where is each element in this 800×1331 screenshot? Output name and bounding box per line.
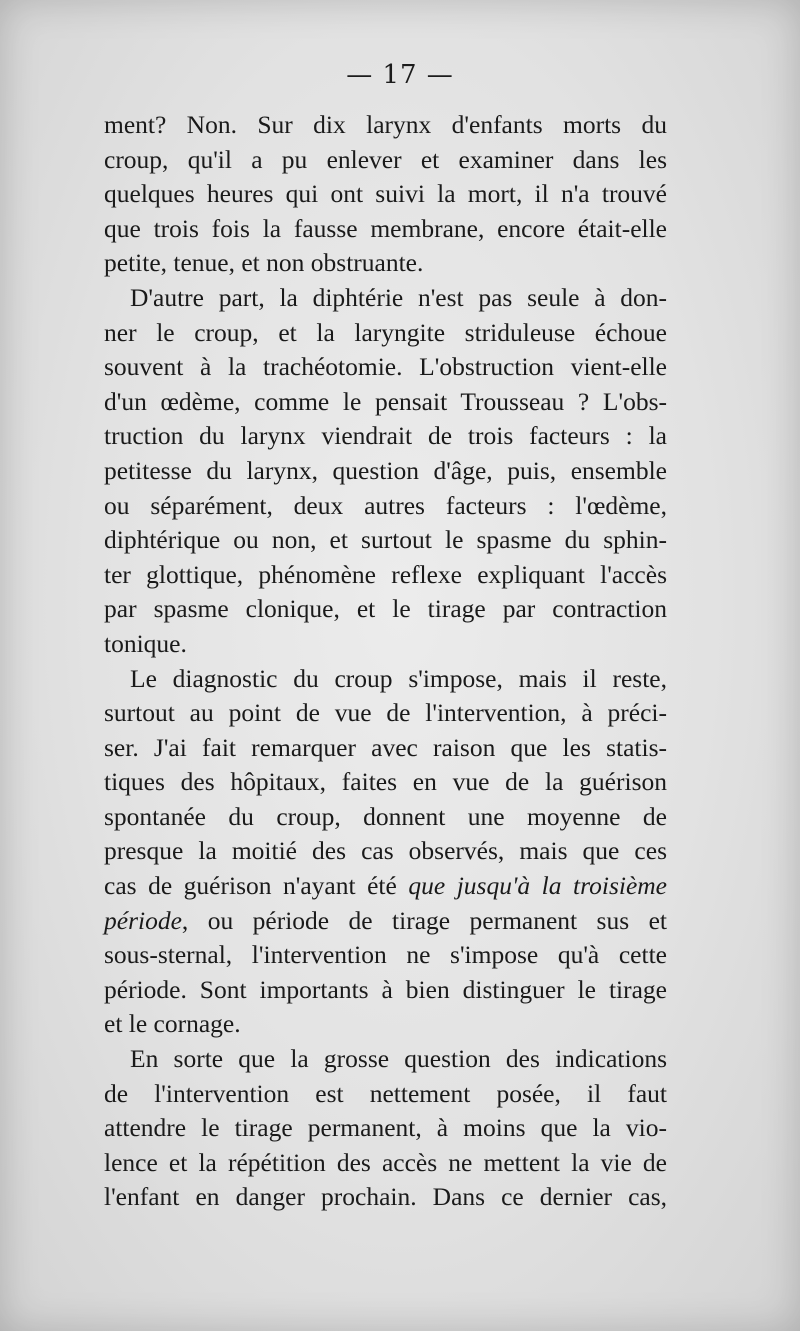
text-line <box>104 904 667 939</box>
italic-text: que jusqu'à la troisième <box>408 871 668 901</box>
text-line: d'un œdème, comme le pensait Trousseau ? L'obs- <box>104 386 667 416</box>
text-line: D'autre part, la diphtérie n'est pas seule à don- <box>130 282 667 312</box>
text-line: petite, tenue, et non obstruante. <box>104 248 424 278</box>
text-segment: cas de guérison n'ayant été <box>104 871 409 901</box>
italic-text: période <box>104 905 182 935</box>
text-line: tonique. <box>104 628 187 658</box>
text-line: truction du larynx viendrait de trois facteurs : la <box>104 421 667 451</box>
text-line: ou séparément, deux autres facteurs : l'œdème, <box>104 490 667 520</box>
text-line: et le cornage. <box>104 1009 241 1039</box>
text-line: tiques des hôpitaux, faites en vue de la guérison <box>104 767 667 797</box>
text-line: Le diagnostic du croup s'impose, mais il reste, <box>130 663 667 693</box>
text-line: presque la moitié des cas observés, mais que ces <box>104 836 667 866</box>
body-text <box>104 108 667 1215</box>
text-line: En sorte que la grosse question des indications <box>130 1044 667 1074</box>
paragraph-4 <box>104 1042 667 1215</box>
page-number: — 17 — <box>346 60 454 90</box>
text-line: quelques heures qui ont suivi la mort, il n'a trouvé <box>104 179 667 209</box>
text-line: petitesse du larynx, question d'âge, puis, ensemble <box>104 455 667 485</box>
text-line: spontanée du croup, donnent une moyenne de <box>104 801 667 831</box>
text-line: ser. J'ai fait remarquer avec raison que les statis- <box>104 732 667 762</box>
text-line: ment? Non. Sur dix larynx d'enfants morts du <box>104 110 667 139</box>
text-line: période. Sont importants à bien distinguer le tirage <box>104 974 667 1004</box>
text-line: de l'intervention est nettement posée, il faut <box>104 1078 667 1108</box>
text-line: lence et la répétition des accès ne mettent la vie de <box>104 1147 667 1177</box>
text-line <box>104 869 667 904</box>
text-line: souvent à la trachéotomie. L'obstruction vient-elle <box>104 352 667 382</box>
text-line: ter glottique, phénomène reflexe expliquant l'accès <box>104 559 667 589</box>
text-line: surtout au point de vue de l'intervention, à préci- <box>104 698 667 728</box>
text-line: sous-sternal, l'intervention ne s'impose qu'à cette <box>104 940 667 970</box>
paragraph-1 <box>104 108 667 281</box>
text-line: ner le croup, et la laryngite striduleuse échoue <box>104 317 667 347</box>
paragraph-3 <box>104 662 667 1043</box>
text-line: que trois fois la fausse membrane, encore était-elle <box>104 213 667 243</box>
text-line: attendre le tirage permanent, à moins que la vio- <box>104 1113 667 1143</box>
text-line: diphtérique ou non, et surtout le spasme du sphin- <box>104 525 667 555</box>
text-line: l'enfant en danger prochain. Dans ce dernier cas, <box>104 1182 667 1212</box>
text-line: croup, qu'il a pu enlever et examiner dans les <box>104 144 667 174</box>
text-segment: , ou période de tirage permanent sus et <box>181 905 667 935</box>
paragraph-2 <box>104 281 667 662</box>
text-line: par spasme clonique, et le tirage par contraction <box>104 594 667 624</box>
